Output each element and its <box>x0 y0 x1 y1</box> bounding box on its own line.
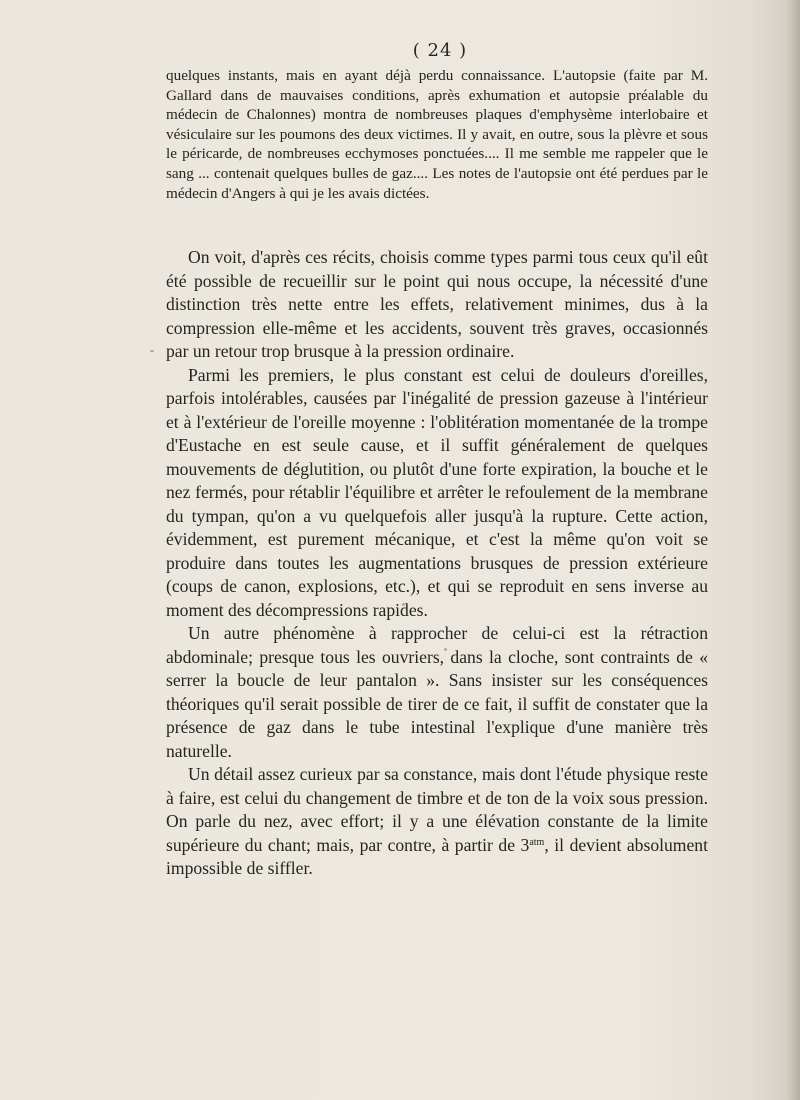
quoted-testimony <box>166 66 708 203</box>
quote-paragraph: quelques instants, mais en ayant déjà perdu connaissance. L'autopsie (faite par M. Gallard dans de mauvaises conditions, après exhumation et autopsie préalable du médecin de Chalonnes) montra de nombreuses plaques d'emphysème interlobaire et vésiculaire sur les poumons des deux victimes. Il y avait, en outre, sous la plèvre et sous le péricarde, de nombreuses ecchymoses ponctuées.... Il me semble me rappeler que le sang ... contenait quelques bulles de gaz.... Les notes de l'autopsie ont été perdues par le médecin d'Angers à qui je les avais dictées. <box>166 67 708 202</box>
paragraph-voice-change <box>166 763 708 881</box>
voice-text-ending: , il devient absolument impossible de siffler. <box>166 834 708 878</box>
paper-fleck <box>402 603 405 606</box>
voice-text: Un détail assez curieux par sa constance, mais dont l'étude physique reste à faire, est celui du changement de timbre et de ton de la voix sous pression. On parle du nez, avec effort; il y a une élévation constante de la limite supérieure du chant; mais, par contre, à partir de 3 <box>166 764 708 855</box>
paper-fleck <box>444 648 447 651</box>
paragraph-summary: On voit, d'après ces récits, choisis comme types parmi tous ceux qu'il eût été possible de recueillir sur le point qui nous occupe, la nécessité d'une distinction très nette entre les effets, relativement minimes, dus à la compression elle-même et les accidents, souvent très graves, occasionnés par un retour trop brusque à la pression ordinaire. <box>166 247 708 361</box>
main-text <box>166 246 708 881</box>
paragraph-ear-pain: Parmi les premiers, le plus constant est celui de douleurs d'oreilles, parfois intolérables, causées par l'inégalité de pression gazeuse à l'intérieur et à l'extérieur de l'oreille moyenne : l'oblitération momentanée de la trompe d'Eustache en est seule cause, et il suffit généralement de quelques mouvements de déglutition, ou plutôt d'une forte expiration, la bouche et le nez fermés, pour rétablir l'équilibre et arrêter le refoulement de la membrane du tympan, qu'on a vu quelquefois aller jusqu'à la rupture. Cette action, évidemment, est purement mécanique, et c'est la même qu'on voit se produire dans toutes les augmentations brusques de pression extérieure (coups de canon, explosions, etc.), et qui se reproduit en sens inverse au moment des décompressions rapides. <box>166 364 708 620</box>
atm-superscript: atm <box>529 836 545 848</box>
page-number: ( 24 ) <box>412 40 468 61</box>
page-edge-shadow <box>786 0 800 1100</box>
paper-fleck <box>150 350 154 352</box>
paragraph-abdominal-retraction: Un autre phénomène à rapprocher de celui-ci est la rétraction abdominale; presque tous les ouvriers, dans la cloche, sont contraints de « serrer la boucle de leur pantalon ». Sans insister sur les conséquences théoriques qu'il serait possible de tirer de ce fait, il suffit de constater que la présence de gaz dans le tube intestinal l'explique d'une manière très naturelle. <box>166 623 708 761</box>
